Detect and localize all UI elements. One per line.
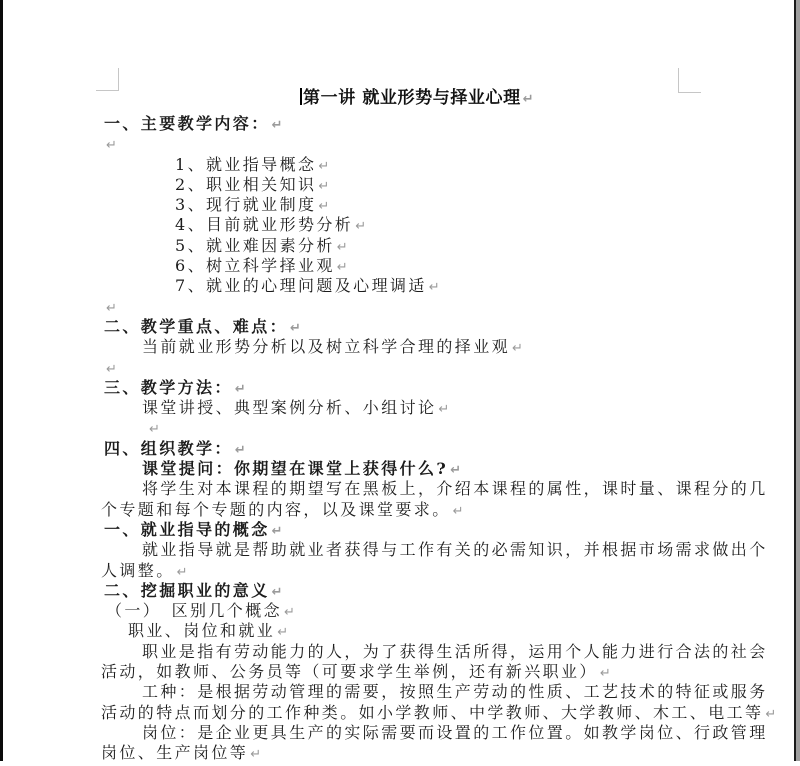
document-title [300,86,786,112]
question-line: 课堂提问：你期望在课堂上获得什么? ↵ [142,459,462,479]
paragraph-mark-icon: ↵ [428,280,440,296]
paragraph-line: 人调整。 ↵ [101,560,188,580]
paragraph-mark-icon: ↵ [106,361,117,377]
section-heading: 一、就业指导的概念 ↵ [104,519,283,539]
section-heading: 二、教学重点、难点： ↵ [104,316,301,336]
list-item: 2、职业相关知识 ↵ [175,174,330,194]
paragraph-mark-icon: ↵ [106,300,117,316]
section-heading: 四、组织教学： ↵ [104,438,246,458]
paragraph-mark-icon: ↵ [234,442,246,458]
paragraph-mark-icon: ↵ [271,584,283,600]
paragraph-mark-icon: ↵ [336,239,348,255]
paragraph-line: 活动的特点而划分的工作种类。如小学教师、中学教师、大学教师、木工、电工等 ↵ [101,702,777,722]
paragraph-mark-icon: ↵ [512,341,523,357]
empty-line [147,418,786,438]
page-outside-strip [796,0,800,761]
paragraph-mark-icon: ↵ [318,178,330,194]
paragraph-mark-icon: ↵ [234,381,246,397]
paragraph-mark-icon: ↵ [271,523,283,539]
paragraph-mark-icon: ↵ [438,402,450,418]
paragraph-line: 职业是指有劳动能力的人，为了获得生活所得，运用个人能力进行合法的社会 [142,641,768,661]
document-page[interactable] [101,86,786,764]
list-item: 5、就业难因素分析 ↵ [175,235,348,255]
empty-line [104,358,786,378]
paragraph-line: 岗位：是企业更具生产的实际需要而设置的工作位置。如教学岗位、行政管理 [142,722,768,742]
paragraph-line: 当前就业形势分析以及树立科学合理的择业观 ↵ [142,337,523,357]
paragraph-mark-icon: ↵ [522,92,534,107]
paragraph-line: 职业、岗位和就业 ↵ [128,621,289,641]
paragraph-mark-icon: ↵ [450,463,462,479]
paragraph-mark-icon: ↵ [765,706,777,722]
list-item: 4、目前就业形势分析 ↵ [175,215,367,235]
paragraph-line: 个专题和每个专题的内容，以及课堂要求。 ↵ [101,499,464,519]
empty-line [104,297,786,317]
paragraph-mark-icon: ↵ [149,422,160,438]
paragraph-mark-icon: ↵ [106,138,117,154]
list-item: 3、现行就业制度 ↵ [175,195,330,215]
paragraph-mark-icon: ↵ [176,564,188,580]
list-item: 7、就业的心理问题及心理调适 ↵ [175,276,440,296]
paragraph-mark-icon: ↵ [271,118,283,133]
page-left-edge [0,0,3,761]
paragraph-mark-icon: ↵ [250,747,262,763]
paragraph-line: 活动，如教师、公务员等（可要求学生举例，还有新兴职业） ↵ [101,662,611,682]
paragraph-mark-icon: ↵ [284,605,295,621]
paragraph-line: 工种：是根据劳动管理的需要，按照生产劳动的性质、工艺技术的特征或服务 [142,682,768,702]
section-heading: 二、挖掘职业的意义 ↵ [104,580,283,600]
paragraph-mark-icon: ↵ [318,199,330,215]
paragraph-mark-icon: ↵ [336,260,348,276]
paragraph-mark-icon: ↵ [318,158,330,174]
paragraph-mark-icon: ↵ [452,503,464,519]
text-cursor-icon [300,88,302,105]
paragraph-mark-icon: ↵ [290,320,301,336]
paragraph-mark-icon: ↵ [599,666,611,682]
paragraph-line: 岗位、生产岗位等 ↵ [101,743,262,763]
empty-line [104,134,786,154]
paragraph-mark-icon: ↵ [277,625,289,641]
paragraph-line: 将学生对本课程的期望写在黑板上，介绍本课程的属性，课时量、课程分的几 [142,479,768,499]
document-title-text: 第一讲 就业形势与择业心理 [303,88,521,108]
list-item: 1、就业指导概念 ↵ [175,154,330,174]
subsection-heading: （一） 区别几个概念 ↵ [106,601,295,621]
paragraph-line: 就业指导就是帮助就业者获得与工作有关的必需知识，并根据市场需求做出个 [142,540,768,560]
section-heading: 三、教学方法： ↵ [104,377,246,397]
list-item: 6、树立科学择业观 ↵ [175,256,348,276]
paragraph-mark-icon: ↵ [355,219,367,235]
section-heading: 一、主要教学内容： ↵ [104,114,283,133]
paragraph-line: 课堂讲授、典型案例分析、小组讨论 ↵ [142,398,450,418]
